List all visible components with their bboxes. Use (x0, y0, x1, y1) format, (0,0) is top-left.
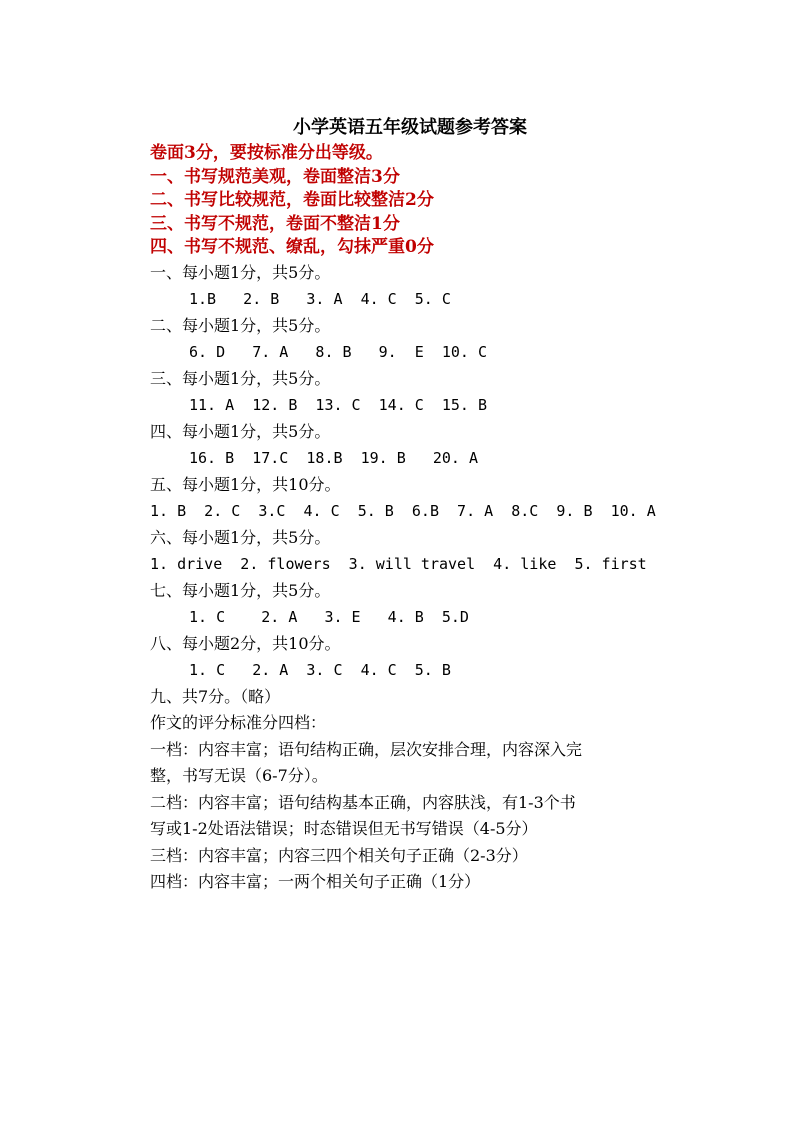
neatness-rule: 二、书写比较规范，卷面比较整洁2分 (150, 190, 434, 210)
essay-criteria-line: 整，书写无误（6-7分）。 (150, 766, 328, 785)
answer-sheet (150, 116, 670, 896)
neatness-rule: 一、书写规范美观，卷面整洁3分 (150, 166, 400, 187)
essay-criteria-line: 二档：内容丰富；语句结构基本正确，内容肤浅，有1-3个书 (150, 792, 576, 812)
section-answers: 1. drive 2. flowers 3. will travel 4. like 5. first (150, 555, 647, 573)
section-answers: 16. B 17.C 18.B 19. B 20. A (189, 449, 478, 467)
neatness-rule: 三、书写不规范，卷面不整洁1分 (150, 213, 400, 234)
essay-criteria-line: 一档：内容丰富；语句结构正确，层次安排合理，内容深入完 (150, 739, 583, 759)
essay-section (150, 684, 670, 896)
section-heading: 一、每小题1分，共5分。 (150, 262, 331, 282)
section-answers: 1. B 2. C 3.C 4. C 5. B 6.B 7. A 8.C 9. B 10. A (150, 502, 656, 520)
essay-criteria-title: 作文的评分标准分四档： (150, 713, 327, 732)
section-heading: 六、每小题1分，共5分。 (150, 527, 331, 547)
section-heading: 四、每小题1分，共5分。 (150, 421, 331, 441)
section-heading: 五、每小题1分，共10分。 (150, 474, 341, 494)
neatness-rules (150, 142, 670, 260)
section-answers: 6. D 7. A 8. B 9. E 10. C (189, 343, 488, 361)
essay-criteria-line: 四档：内容丰富；一两个相关句子正确（1分） (150, 872, 481, 891)
neatness-rule: 卷面3分，要按标准分出等级。 (150, 143, 383, 163)
section-answers: 1. C 2. A 3. E 4. B 5.D (189, 608, 469, 626)
section-answers: 1.B 2. B 3. A 4. C 5. C (189, 290, 451, 308)
section-answers: 11. A 12. B 13. C 14. C 15. B (189, 396, 488, 414)
section-answers: 1. C 2. A 3. C 4. C 5. B (189, 661, 451, 679)
essay-criteria-line: 写或1-2处语法错误；时态错误但无书写错误（4-5分） (150, 819, 538, 838)
page-title: 小学英语五年级试题参考答案 (293, 117, 527, 138)
section-heading: 三、每小题1分，共5分。 (150, 368, 331, 388)
section-heading: 二、每小题1分，共5分。 (150, 315, 331, 335)
section-heading: 八、每小题2分，共10分。 (150, 633, 341, 653)
essay-criteria-line: 三档：内容丰富；内容三四个相关句子正确（2-3分） (150, 845, 528, 865)
section-heading: 七、每小题1分，共5分。 (150, 580, 331, 600)
neatness-rule: 四、书写不规范、缭乱，勾抹严重0分 (150, 237, 434, 257)
essay-heading: 九、共7分。（略） (150, 686, 281, 706)
answer-sections (150, 260, 670, 684)
